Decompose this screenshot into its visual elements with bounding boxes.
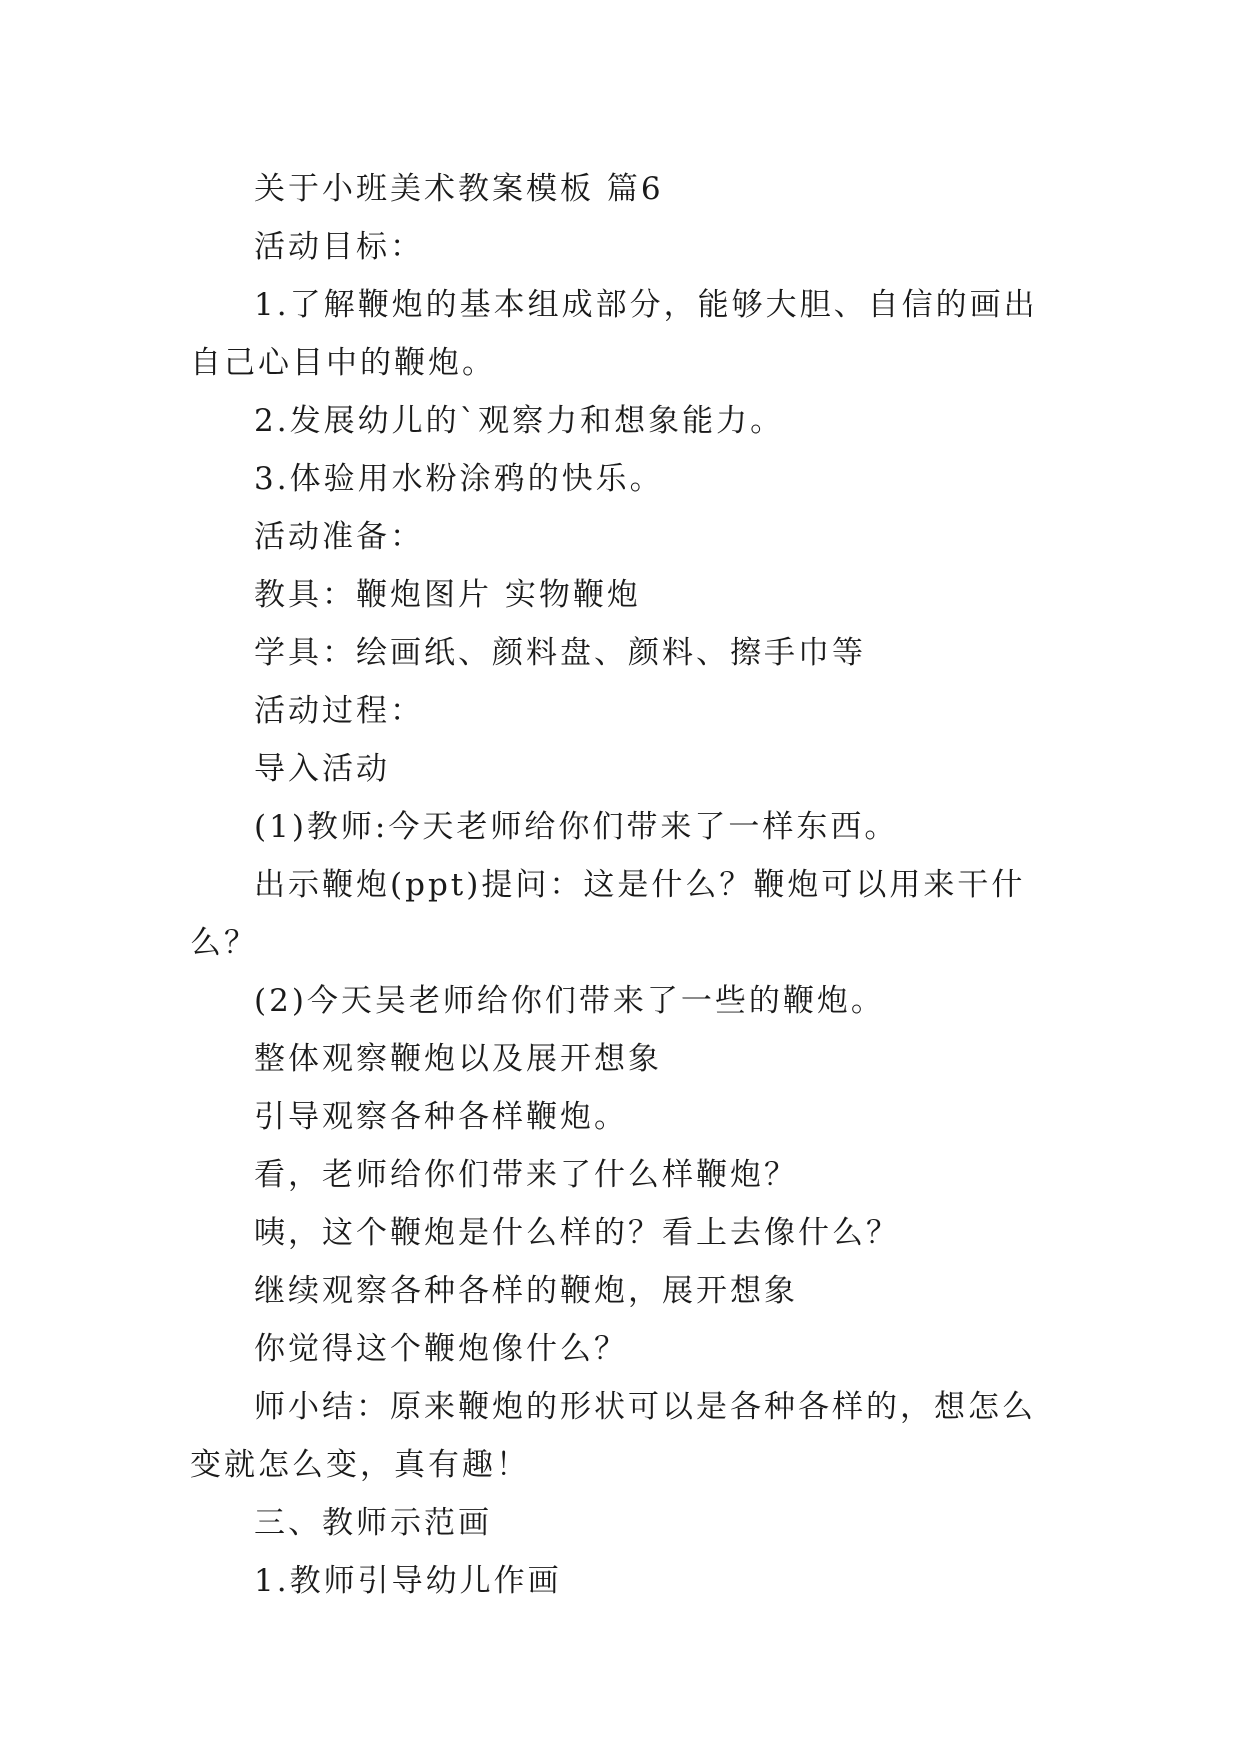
process-paragraph: (1)教师:今天老师给你们带来了一样东西。 xyxy=(254,809,899,845)
process-paragraph: 出示鞭炮(ppt)提问：这是什么？鞭炮可以用来干什么？ xyxy=(190,867,1026,961)
section-heading-process: 活动过程： xyxy=(254,693,424,729)
process-paragraph: (2)今天吴老师给你们带来了一些的鞭炮。 xyxy=(254,983,885,1019)
process-paragraph: 引导观察各种各样鞭炮。 xyxy=(254,1099,628,1135)
goal-item-1: 1.了解鞭炮的基本组成部分，能够大胆、自信的画出自己心目中的鞭炮。 xyxy=(190,287,1038,381)
section-heading-demonstration: 三、教师示范画 xyxy=(254,1505,492,1541)
teacher-summary: 师小结：原来鞭炮的形状可以是各种各样的，想怎么变就怎么变，真有趣！ xyxy=(190,1389,1036,1483)
document-body xyxy=(190,160,1050,1610)
student-supplies: 学具：绘画纸、颜料盘、颜料、擦手巾等 xyxy=(254,635,866,671)
demonstration-item-1: 1.教师引导幼儿作画 xyxy=(254,1563,562,1599)
process-paragraph: 你觉得这个鞭炮像什么？ xyxy=(254,1331,628,1367)
process-paragraph: 整体观察鞭炮以及展开想象 xyxy=(254,1041,662,1077)
process-paragraph: 看，老师给你们带来了什么样鞭炮？ xyxy=(254,1157,798,1193)
teaching-aids: 教具：鞭炮图片 实物鞭炮 xyxy=(254,577,641,613)
goal-item-2: 2.发展幼儿的`观察力和想象能力。 xyxy=(254,403,785,439)
goal-item-3: 3.体验用水粉涂鸦的快乐。 xyxy=(254,461,664,497)
process-paragraph: 咦，这个鞭炮是什么样的？看上去像什么？ xyxy=(254,1215,900,1251)
process-paragraph: 继续观察各种各样的鞭炮，展开想象 xyxy=(254,1273,798,1309)
section-heading-goals: 活动目标： xyxy=(254,229,424,265)
process-intro: 导入活动 xyxy=(254,751,390,787)
section-heading-preparation: 活动准备： xyxy=(254,519,424,555)
document-title: 关于小班美术教案模板 篇6 xyxy=(254,171,664,207)
